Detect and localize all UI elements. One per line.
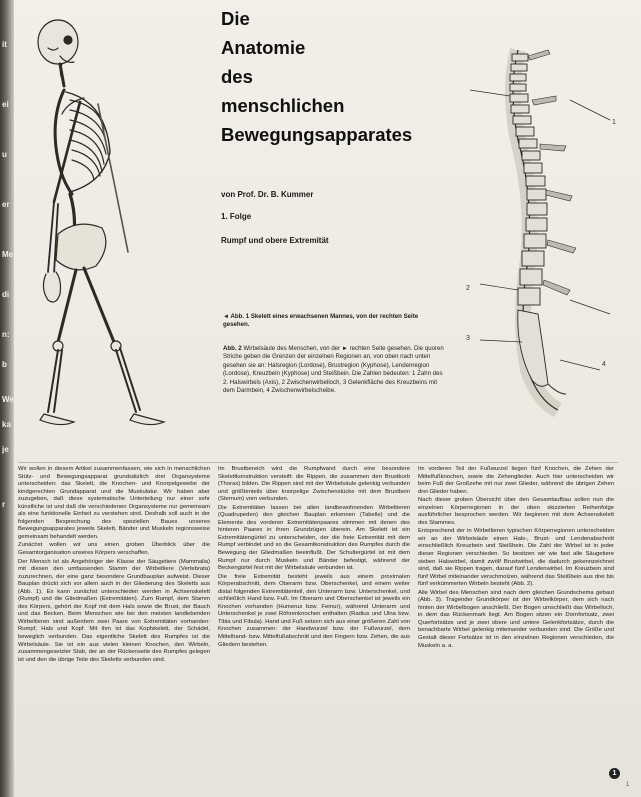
paragraph: Die freie Extremität besteht jeweils aus einem proximalen Körperabschnitt, dem Oberarm bzw. Oberschenkel, und einem weiter distal folgenden Extremitätenteil, den Unterarm bzw. Unterschenkel, und schließlich Hand bzw. Fuß. Im Oberarm und Oberschenkel ist jeweils ein Knochen vorhanden (Humerus bzw. Femur), während Unterarm und Unterschenkel je zwei Röhrenknochen enthalten (Radius und Ulna bzw. Tibia und Fibula). Hand und Fuß setzen sich aus einer größeren Zahl von Knochen zusammen: der Handwurzel bzw. der Fußwurzel, dem Mittelhand- bzw. Mittelfußabschnitt und den Fingern bzw. Zehen, die aus Gliedern bestehen.	[218, 573, 410, 648]
edge-fragment: it	[2, 40, 7, 49]
spine-illustration	[460, 40, 630, 440]
edge-fragment: n:	[2, 330, 10, 339]
figure-1-label: ◄ Abb. 1	[223, 313, 250, 320]
edge-fragment: ka	[2, 420, 11, 429]
paragraph: Wir wollen in diesem Artikel zusammenfassen, wie sich in menschlichen Stütz- und Bewegungsapparat grundsätzlich drei Organsysteme unterscheiden: das Skelett, die Knochen- und Knorpelgewebe der kindgerechten Grundapparat und die Muskulatur. Wir haben aber zuzugeben, daß diese systematische Unterteilung nur einer sehr künstliche ist und daß die verschiedenen Organsysteme nur gemeinsam als eine funktionelle Einheit zu verstehen sind. Deshalb soll auch in der folgenden Besprechung des speziellen Baues unseres Bewegungsapparates jeweils Skelett, Bänder und Muskeln regionsweise gemeinsam behandelt werden.	[18, 466, 210, 540]
figure-2-text: Wirbelsäule des Menschen, von der ► rechten Seite gesehen. Die quoren Striche geben die Grenzen der einzelnen Regionen an, von oben nach unten gesehen sie an: Halsregion (Lordose), Brustregion (Kyphose), Lendenregion (Lordose), Kreuzbein (Kyphose) und Steißbein. Die Zahlen bedeuten: 1 Zahn des 2. Halswirbels (Axis), 2 Zwischenwirbelloch, 3 Gelenkfläche des Kreuzbeins mit dem Darmbein, 4 Zwischenwirbelscheibe.	[223, 345, 444, 395]
body-column-1	[18, 466, 210, 781]
edge-fragment: er	[2, 200, 10, 209]
title-line: Die	[221, 8, 250, 29]
paragraph: Alle Wirbel des Menschen sind nach dem gleichen Grundschema gebaut (Abb. 3). Tragender Grundkörper ist der Wirbelkörper, dem sich nach hinten der Wirbelbogen anschließt. Der Bogen umschließt das Wirbelloch, in dem das Rückenmark liegt. Am Bogen sitzen ein Dornfortsatz, zwei Querfortsätze und je zwei obere und untere Gelenkfortsätze, durch die benachbarte Wirbel gelenkig miteinander verbunden sind. Die Größe und Gestalt dieser Fortsätze ist in den einzelnen Regionen verschieden, die Muskeln a. a.	[418, 589, 614, 649]
title-line: menschlichen	[221, 95, 345, 116]
paragraph: Nach dieser groben Übersicht über den Gesamtaufbau sollen nun die einzelnen Körperregionen in der oben skizzierten Reihenfolge ausführlicher besprochen werden. Wir beginnen mit dem Achsenskelett des Stammes.	[418, 497, 614, 526]
skeleton-illustration	[18, 12, 218, 432]
spine-label-4: 4	[602, 361, 606, 368]
page-number-badge: 1	[609, 768, 620, 779]
figure-2-label: Abb. 2	[223, 345, 242, 352]
edge-fragment: r	[2, 500, 6, 509]
author-line: von Prof. Dr. B. Kummer	[221, 190, 314, 199]
spine-label-2: 2	[466, 285, 470, 292]
edge-fragment: di	[2, 290, 10, 299]
edge-fragment: b	[2, 360, 7, 369]
edge-fragment: u	[2, 150, 7, 159]
edge-fragment: ei	[2, 100, 9, 109]
corner-mark: 1	[626, 782, 630, 788]
spine-label-3: 3	[466, 335, 470, 342]
edge-fragment: je	[2, 445, 9, 454]
section-divider	[18, 462, 618, 463]
paragraph: Der Mensch ist als Angehöriger der Klasse der Säugetiere (Mammalia) mit diesen den umfassenden Stamm der Wirbeltiere (Vertebrata) zuzurechnen, der eine ganz besondere Grundbauplan aufweist. Dieser Bauplan drückt sich vor allem auch in der Gliederung des Skeletts aus (Abb. 1). Es kann zunächst unterschieden werden in Achsenskelett (Rumpf) und die Gliedmaßen (Extremitäten). Zum Rumpf, dem Stamm des Körpers, gehört der Kopf mit dem Hals sowie die Brust, der Bauch und das Becken. Beim Menschen wie bei den meisten landlebenden Wirbeltieren sind außerdem zwei Paare von Extremitäten vorhanden: Rumpf, Hals und Kopf. Mit ihm ist das Kopfskelett, der Schädel, beweglich verbunden. Das eigentliche Skelett des Rumpfes ist die Wirbelsäule. Sie ist ein aus vielen kleinen Knochen, den Wirbeln, zusammengesetzter Stab, der an der Rückenseite des Rumpfes gelegen ist und den die übrige Teile des Skeletts verbunden sind.	[18, 558, 210, 663]
body-column-3	[418, 466, 614, 781]
body-column-2	[218, 466, 410, 781]
paragraph: Im vorderen Teil der Fußwurzel liegen fünf Knochen, die Zehen der Mittelfußknochen, sowie die Zehenglieder. Auch hier unterscheiden wir beim Fuß der Großzehe mit nur zwei Glieder, während die übrigen Zehen drei Glieder haben.	[418, 466, 614, 495]
paragraph: Im Brustbereich wird die Rumpfwand durch eine besondere Skelettkonstruktion versteift: die Rippen, die zusammen den Brustkorb (Thorax) bilden. Die Rippen sind mit der Wirbelsäule gelenkig verbunden und größtenteils über knorpelige Zwischenstücke mit dem Brustbein (Sternum) vorn verbunden.	[218, 466, 410, 503]
title-line: Anatomie	[221, 37, 306, 58]
paragraph: Die Extremitäten lassen bei allen landbewohnenden Wirbeltieren (Quadrupeden) den gleichen Bauplan erkennen (Tabelle) und die Elemente des vorderen Extremitätenpaares stimmen mit denen des hinteren Paares in ihren Grundzügen überein. Am Skelett ist ein Extremitätengürtel zu unterscheiden, der die freie Extremität mit dem Rumpf verbindet und so die Gesamtkonstruktion des Rumpfes durch die Bewegung der Gliedmaßen beeinflußt. Der Schultergürtel ist mit dem Rumpf nur durch Muskeln und Bänder befestigt, während der Beckengürtel fest mit der Wirbelsäule verbunden ist.	[218, 504, 410, 572]
paragraph: Entsprechend der in Wirbeltieren typischen Körperregionen unterscheiden wir an der Wirbelsäule einen Hals-, Brust- und Lendenabschnitt einschließlich Kreuzbein und Steißbein. Die Zahl der Wirbel ist in jeder dieser Regionen verschieden. So besitzen wir wie fast alle Säugetiere sieben Halswirbel, damit zwölf Brustwirbel, die dadurch gekennzeichnet sind, daß sie Rippen tragen, darauf fünf Lendenwirbel. Im Kreuzbein sind fünf Wirbel miteinander verschmolzen, während das Steißbein aus drei bis fünf verkümmerten Wirbeln besteht (Abb. 2).	[418, 528, 614, 588]
article-subtitle: Rumpf und obere Extremität	[221, 236, 329, 245]
spine-label-1: 1	[612, 119, 616, 126]
title-line: Bewegungsapparates	[221, 124, 413, 145]
paragraph: Zunächst wollen wir uns einen groben Überblick über die Gesamtorganisation unseres Körpers verschaffen.	[18, 542, 210, 557]
adjacent-page-edge	[0, 0, 14, 797]
series-label: 1. Folge	[221, 212, 252, 221]
title-line: des	[221, 66, 253, 87]
edge-fragment: Me	[2, 250, 14, 259]
edge-fragment: We	[2, 395, 14, 404]
figure-1-text: Skelett eines erwachsenen Mannes, von der rechten Seite gesehen.	[223, 313, 419, 329]
figure-1-caption	[223, 313, 445, 330]
figure-2-caption	[223, 345, 445, 395]
article-title	[221, 4, 451, 149]
